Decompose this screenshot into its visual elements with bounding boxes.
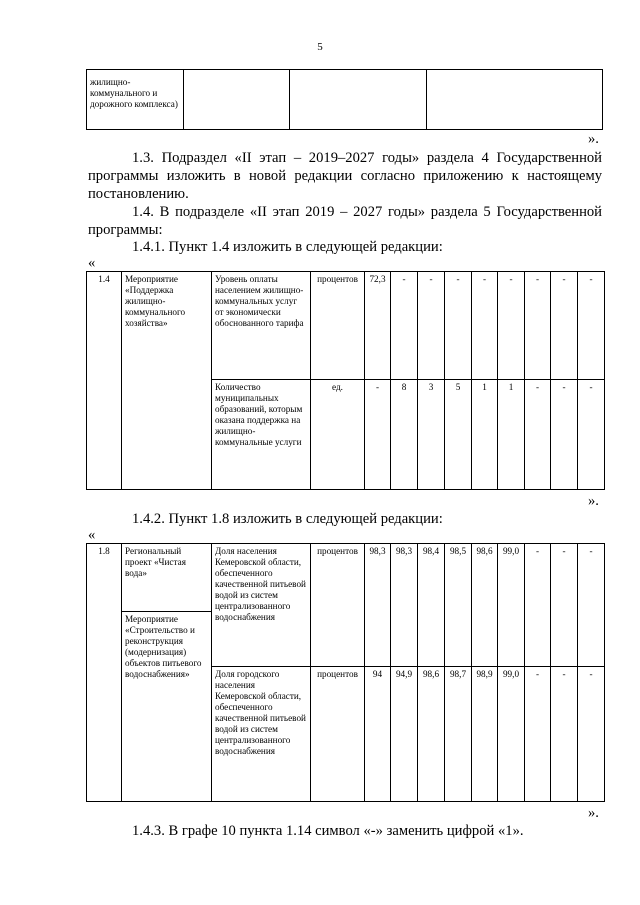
item-number: 1.8: [87, 544, 122, 802]
value-cell: -: [365, 380, 391, 490]
value-cell: -: [525, 667, 551, 802]
value-cell: 98,6: [472, 544, 498, 667]
top-table-cell: жилищно-коммунального и дорожного комплекса): [87, 70, 184, 130]
page-number: 5: [317, 41, 323, 53]
value-cell: -: [578, 544, 605, 667]
event-name: Мероприятие «Строительство и реконструкция (модернизация) объектов питьевого водоснабжения»: [122, 612, 212, 802]
value-cell: 94: [365, 667, 391, 802]
quote-open: «: [88, 255, 96, 271]
quote-close: ».: [588, 131, 599, 147]
quote-close: ».: [588, 493, 599, 509]
paragraph-1-4-1: 1.4.1. Пункт 1.4 изложить в следующей редакции:: [132, 239, 443, 255]
indicator-name: Количество муниципальных образований, которым оказана поддержка на жилищно-коммунальные услуги: [212, 380, 311, 490]
value-cell: -: [525, 544, 551, 667]
value-cell: -: [578, 667, 605, 802]
value-cell: 1: [472, 380, 498, 490]
value-cell: 98,3: [365, 544, 391, 667]
value-cell: 98,4: [418, 544, 445, 667]
value-cell: 5: [445, 380, 472, 490]
project-name: Региональный проект «Чистая вода»: [122, 544, 212, 612]
value-cell: -: [578, 272, 605, 380]
value-cell: 98,3: [391, 544, 418, 667]
unit: процентов: [311, 272, 365, 380]
indicator-name: Доля населения Кемеровской области, обеспеченного качественной питьевой водой из систем централизованного водоснабжения: [212, 544, 311, 667]
top-table: [86, 69, 603, 130]
value-cell: -: [525, 380, 551, 490]
table-item-1-4: [86, 271, 605, 490]
top-table-cell-empty: [427, 70, 603, 130]
paragraph-1-4-2: 1.4.2. Пункт 1.8 изложить в следующей редакции:: [132, 511, 443, 527]
top-table-cell-empty: [184, 70, 290, 130]
quote-open: «: [88, 527, 96, 543]
value-cell: -: [551, 272, 578, 380]
value-cell: 98,5: [445, 544, 472, 667]
value-cell: -: [391, 272, 418, 380]
item-number: 1.4: [87, 272, 122, 490]
value-cell: 72,3: [365, 272, 391, 380]
top-table-cell-empty: [290, 70, 427, 130]
value-cell: -: [551, 380, 578, 490]
value-cell: 3: [418, 380, 445, 490]
value-cell: 99,0: [498, 667, 525, 802]
paragraph-1-4: 1.4. В подразделе «II этап 2019 – 2027 годы» раздела 5 Государственной программы:: [88, 204, 602, 238]
paragraph-1-3: 1.3. Подраздел «II этап – 2019–2027 годы» раздела 4 Государственной программы изложить в новой редакции согласно приложению к настоящему постановлению.: [88, 150, 602, 202]
value-cell: 98,7: [445, 667, 472, 802]
value-cell: -: [418, 272, 445, 380]
table-item-1-8: [86, 543, 605, 802]
value-cell: 98,6: [418, 667, 445, 802]
value-cell: 1: [498, 380, 525, 490]
indicator-name: Доля городского населения Кемеровской области, обеспеченного качественной питьевой водой из систем централизованного водоснабжения: [212, 667, 311, 802]
value-cell: -: [445, 272, 472, 380]
unit: процентов: [311, 667, 365, 802]
unit: ед.: [311, 380, 365, 490]
quote-close: ».: [588, 805, 599, 821]
value-cell: -: [498, 272, 525, 380]
value-cell: 8: [391, 380, 418, 490]
indicator-name: Уровень оплаты населением жилищно-коммунальных услуг от экономически обоснованного тарифа: [212, 272, 311, 380]
value-cell: -: [578, 380, 605, 490]
value-cell: 99,0: [498, 544, 525, 667]
paragraph-1-4-3: 1.4.3. В графе 10 пункта 1.14 символ «-» заменить цифрой «1».: [132, 823, 524, 839]
event-name: Мероприятие «Поддержка жилищно-коммунального хозяйства»: [122, 272, 212, 490]
unit: процентов: [311, 544, 365, 667]
value-cell: -: [551, 667, 578, 802]
value-cell: 94,9: [391, 667, 418, 802]
value-cell: -: [472, 272, 498, 380]
value-cell: 98,9: [472, 667, 498, 802]
value-cell: -: [551, 544, 578, 667]
value-cell: -: [525, 272, 551, 380]
